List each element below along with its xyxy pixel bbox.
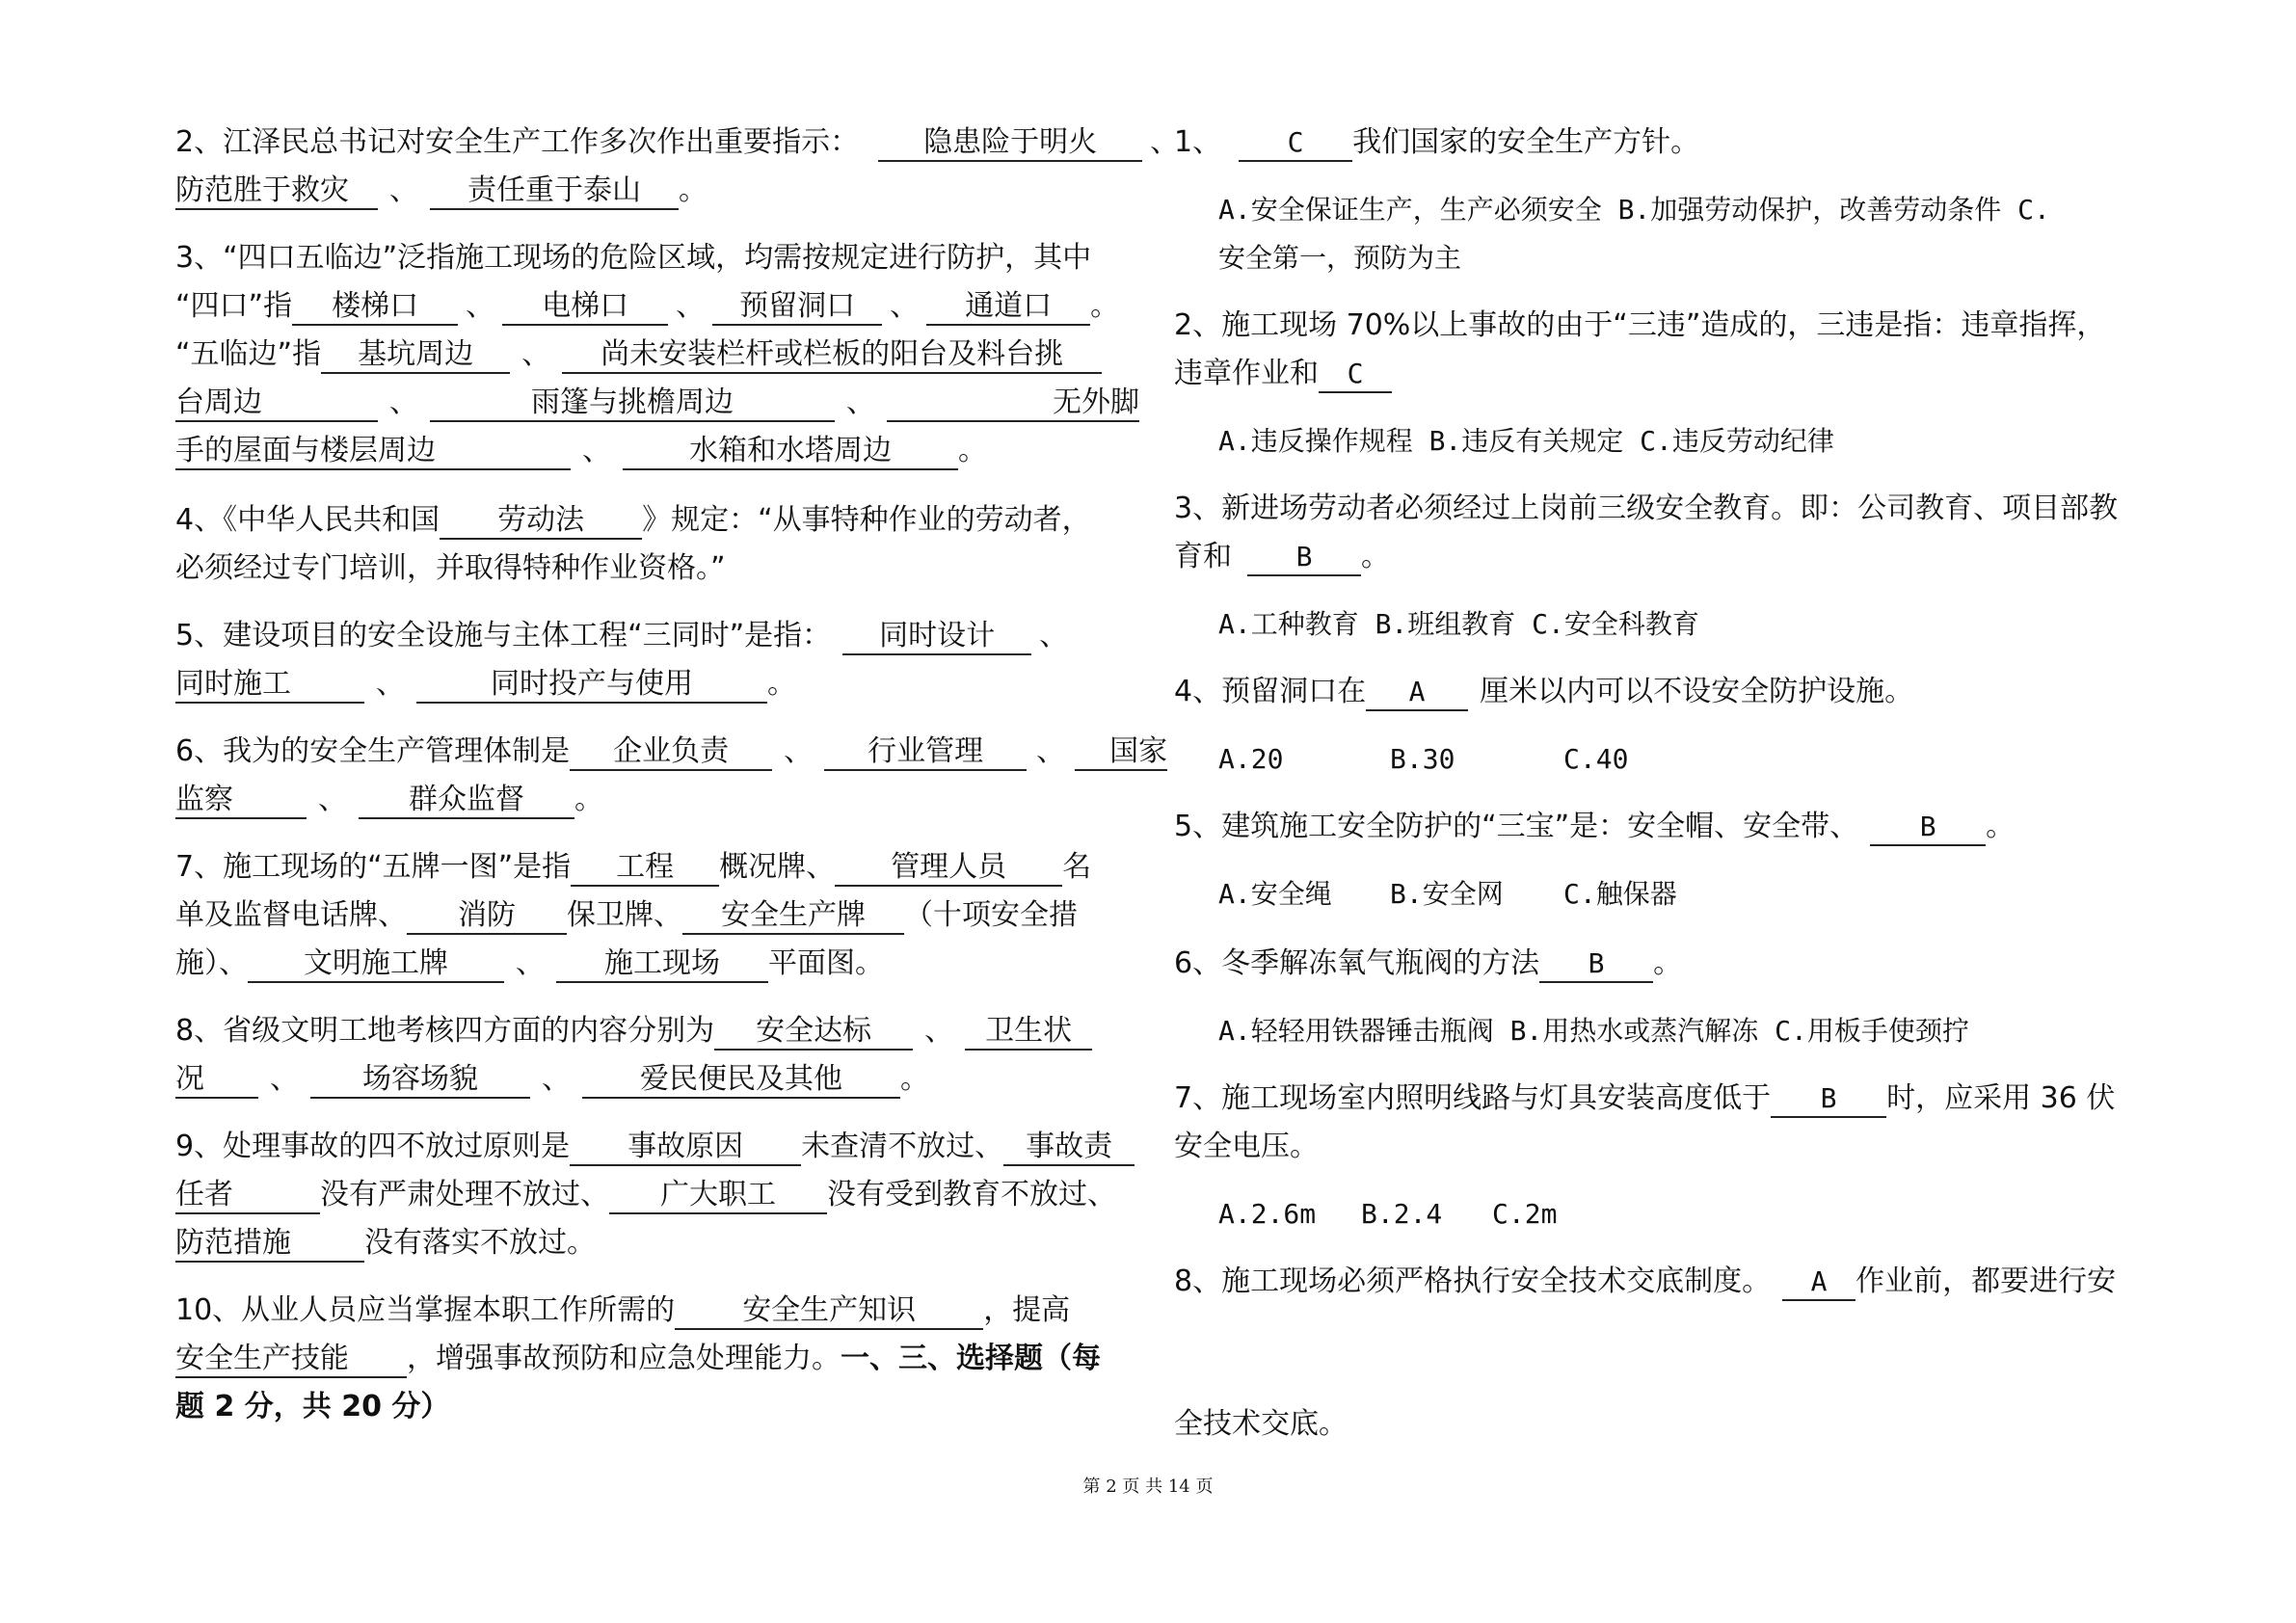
q5-blank-1: 同时设计: [842, 619, 1031, 655]
mc-q2-options: A.违反操作规程 B.违反有关规定 C.违反劳动纪律: [1218, 425, 1834, 457]
mc-q3-options: A.工种教育 B.班组教育 C.安全科教育: [1218, 608, 1699, 640]
q8-line-2: 况 、 场容场貌 、 爱民便民及其他 。: [175, 1060, 1126, 1099]
q9-blank-2: 事故责: [1003, 1130, 1135, 1166]
mc-q4-options: A.20 B.30 C.40: [1218, 743, 1629, 775]
q2-line-1: 2、江泽民总书记对安全生产工作多次作出重要指示： 隐患险于明火 、: [175, 123, 1126, 162]
q7-blank-1: 工程: [571, 850, 719, 887]
q8-blank-3: 况: [175, 1062, 258, 1099]
q8-line-1: 8、省级文明工地考核四方面的内容分别为 安全达标 、 卫生状: [175, 1012, 1126, 1051]
q6-blank-5: 群众监督: [359, 783, 574, 819]
mc-q6-options: A.轻轻用铁器锤击瓶阀 B.用热水或蒸汽解冻 C.用板手使颈拧: [1218, 1015, 1969, 1047]
q2-blank-2: 防范胜于救灾: [175, 173, 378, 210]
q3-line-1: 3、“四口五临边”泛指施工现场的危险区域，均需按规定进行防护，其中: [175, 241, 1092, 275]
q10-line-1: 10、从业人员应当掌握本职工作所需的 安全生产知识 ，提高: [175, 1291, 1126, 1330]
page-footer: 第 2 页 共 14 页: [1082, 1477, 1214, 1497]
q4-blank-1: 劳动法: [440, 503, 642, 540]
mc-q7-line-2: 安全电压。: [1174, 1130, 1319, 1163]
mc-q6-line: 6、冬季解冻氧气瓶阀的方法 B 。: [1174, 945, 2138, 983]
q9-blank-5: 防范措施: [175, 1226, 364, 1263]
q5-blank-3: 同时投产与使用: [416, 667, 767, 704]
q9-line-2: 任者 没有严肃处理不放过、 广大职工 没有受到教育不放过、: [175, 1176, 1126, 1214]
q7-blank-4: 安全生产牌: [682, 898, 904, 935]
q9-blank-4: 广大职工: [609, 1178, 827, 1214]
q4-line-2: 必须经过专门培训，并取得特种作业资格。”: [175, 551, 726, 585]
q2-blank-3: 责任重于泰山: [430, 173, 679, 210]
q6-line-2: 监察 、 群众监督 。: [175, 781, 1126, 819]
mc-q4-answer: A: [1366, 675, 1468, 711]
q9-blank-3: 任者: [175, 1178, 320, 1214]
q3-blank-9: 无外脚: [887, 386, 1139, 422]
mc-q7-line-1: 7、施工现场室内照明线路与灯具安装高度低于 B 时，应采用 36 伏: [1174, 1079, 2138, 1118]
mc-q8-line-2: 全技术交底。: [1174, 1407, 1348, 1441]
mc-q1-answer: C: [1239, 125, 1352, 162]
q7-blank-3: 消防: [407, 898, 567, 935]
q3-blank-10: 手的屋面与楼层周边: [175, 434, 571, 470]
q8-blank-2: 卫生状: [965, 1014, 1092, 1051]
q4-line-1: 4、《中华人民共和国 劳动法 》规定：“从事特种作业的劳动者，: [175, 501, 1126, 540]
q6-blank-3: 国家: [1075, 734, 1167, 771]
q8-blank-1: 安全达标: [714, 1014, 913, 1051]
q10-blank-2: 安全生产技能: [175, 1342, 407, 1378]
mc-q1-options-1: A.安全保证生产，生产必须安全 B.加强劳动保护，改善劳动条件 C.: [1218, 194, 2050, 226]
mc-q3-line-2: 育和 B 。: [1174, 538, 2138, 576]
q7-line-2: 单及监督电话牌、 消防 保卫牌、 安全生产牌 （十项安全措: [175, 896, 1126, 935]
q3-blank-3: 预留洞口: [712, 289, 882, 326]
q7-blank-2: 管理人员: [835, 850, 1062, 887]
mc-q3-line-1: 3、新进场劳动者必须经过上岗前三级安全教育。即：公司教育、项目部教: [1174, 492, 2119, 525]
q3-line-2: “四口”指 楼梯口 、 电梯口 、 预留洞口 、 通道口 。: [175, 287, 1126, 326]
q3-blank-11: 水箱和水塔周边: [623, 434, 958, 470]
mc-q5-answer: B: [1870, 810, 1986, 846]
q9-line-3: 防范措施 没有落实不放过。: [175, 1224, 1126, 1263]
mc-q3-answer: B: [1247, 540, 1361, 576]
q3-blank-2: 电梯口: [502, 289, 668, 326]
section-heading: 一、三、选择题（每: [841, 1342, 1101, 1375]
q10-line-2: 安全生产技能 ，增强事故预防和应急处理能力。一、三、选择题（每: [175, 1340, 1126, 1378]
q2-blank-1: 隐患险于明火: [878, 125, 1142, 162]
q3-blank-6: 尚未安装栏杆或栏板的阳台及料台挑: [562, 337, 1102, 374]
q9-line-1: 9、处理事故的四不放过原则是 事故原因 未查清不放过、 事故责: [175, 1128, 1126, 1166]
q2-line-2: 防范胜于救灾 、 责任重于泰山 。: [175, 172, 1126, 210]
q5-line-2: 同时施工 、 同时投产与使用 。: [175, 665, 1126, 704]
q3-line-4: 台周边 、 雨篷与挑檐周边 、 无外脚: [175, 384, 1126, 422]
q7-blank-6: 施工现场: [556, 946, 768, 983]
mc-q2-line-1: 2、施工现场 70%以上事故的由于“三违”造成的，三违是指：违章指挥，: [1174, 308, 2106, 342]
mc-q5-options: A.安全绳 B.安全网 C.触保器: [1218, 878, 1677, 910]
q3-line-3: “五临边”指 基坑周边 、 尚未安装栏杆或栏板的阳台及料台挑: [175, 335, 1126, 374]
q3-blank-4: 通道口: [926, 289, 1090, 326]
q5-line-1: 5、建设项目的安全设施与主体工程“三同时”是指： 同时设计 、: [175, 617, 1126, 655]
mc-q2-answer: C: [1319, 357, 1392, 393]
q8-blank-5: 爱民便民及其他: [582, 1062, 900, 1099]
q3-blank-5: 基坑周边: [321, 337, 510, 374]
section-heading-cont: 题 2 分，共 20 分）: [175, 1390, 450, 1423]
q6-blank-1: 企业负责: [570, 734, 772, 771]
q7-blank-5: 文明施工牌: [248, 946, 504, 983]
q10-blank-1: 安全生产知识: [675, 1293, 983, 1330]
q6-blank-2: 行业管理: [824, 734, 1027, 771]
mc-q5-line: 5、建筑施工安全防护的“三宝”是：安全帽、安全带、 B 。: [1174, 808, 2138, 846]
q3-blank-8: 雨篷与挑檐周边: [430, 386, 835, 422]
mc-q2-line-2: 违章作业和 C: [1174, 355, 2138, 393]
mc-q8-answer: A: [1782, 1264, 1855, 1301]
q9-blank-1: 事故原因: [570, 1130, 801, 1166]
q3-blank-1: 楼梯口: [292, 289, 458, 326]
mc-q1-options-2: 安全第一，预防为主: [1218, 242, 1462, 274]
mc-q8-line-1: 8、施工现场必须严格执行安全技术交底制度。 A 作业前，都要进行安: [1174, 1263, 2138, 1301]
q6-blank-4: 监察: [175, 783, 307, 819]
q3-line-5: 手的屋面与楼层周边 、 水箱和水塔周边 。: [175, 432, 1126, 470]
mc-q6-answer: B: [1539, 946, 1653, 983]
mc-q4-line: 4、预留洞口在 A 厘米以内可以不设安全防护设施。: [1174, 673, 2138, 711]
q7-line-3: 施）、 文明施工牌 、 施工现场 平面图。: [175, 945, 1126, 983]
mc-q1-line: 1、 C 我们国家的安全生产方针。: [1174, 123, 2138, 162]
mc-q7-answer: B: [1771, 1081, 1886, 1118]
q3-blank-7: 台周边: [175, 386, 378, 422]
q6-line-1: 6、我为的安全生产管理体制是 企业负责 、 行业管理 、 国家: [175, 732, 1126, 771]
q8-blank-4: 场容场貌: [310, 1062, 530, 1099]
q5-blank-2: 同时施工: [175, 667, 364, 704]
mc-q7-options: A.2.6m B.2.4 C.2m: [1218, 1198, 1558, 1230]
q7-line-1: 7、施工现场的“五牌一图”是指 工程 概况牌、 管理人员 名: [175, 848, 1126, 887]
